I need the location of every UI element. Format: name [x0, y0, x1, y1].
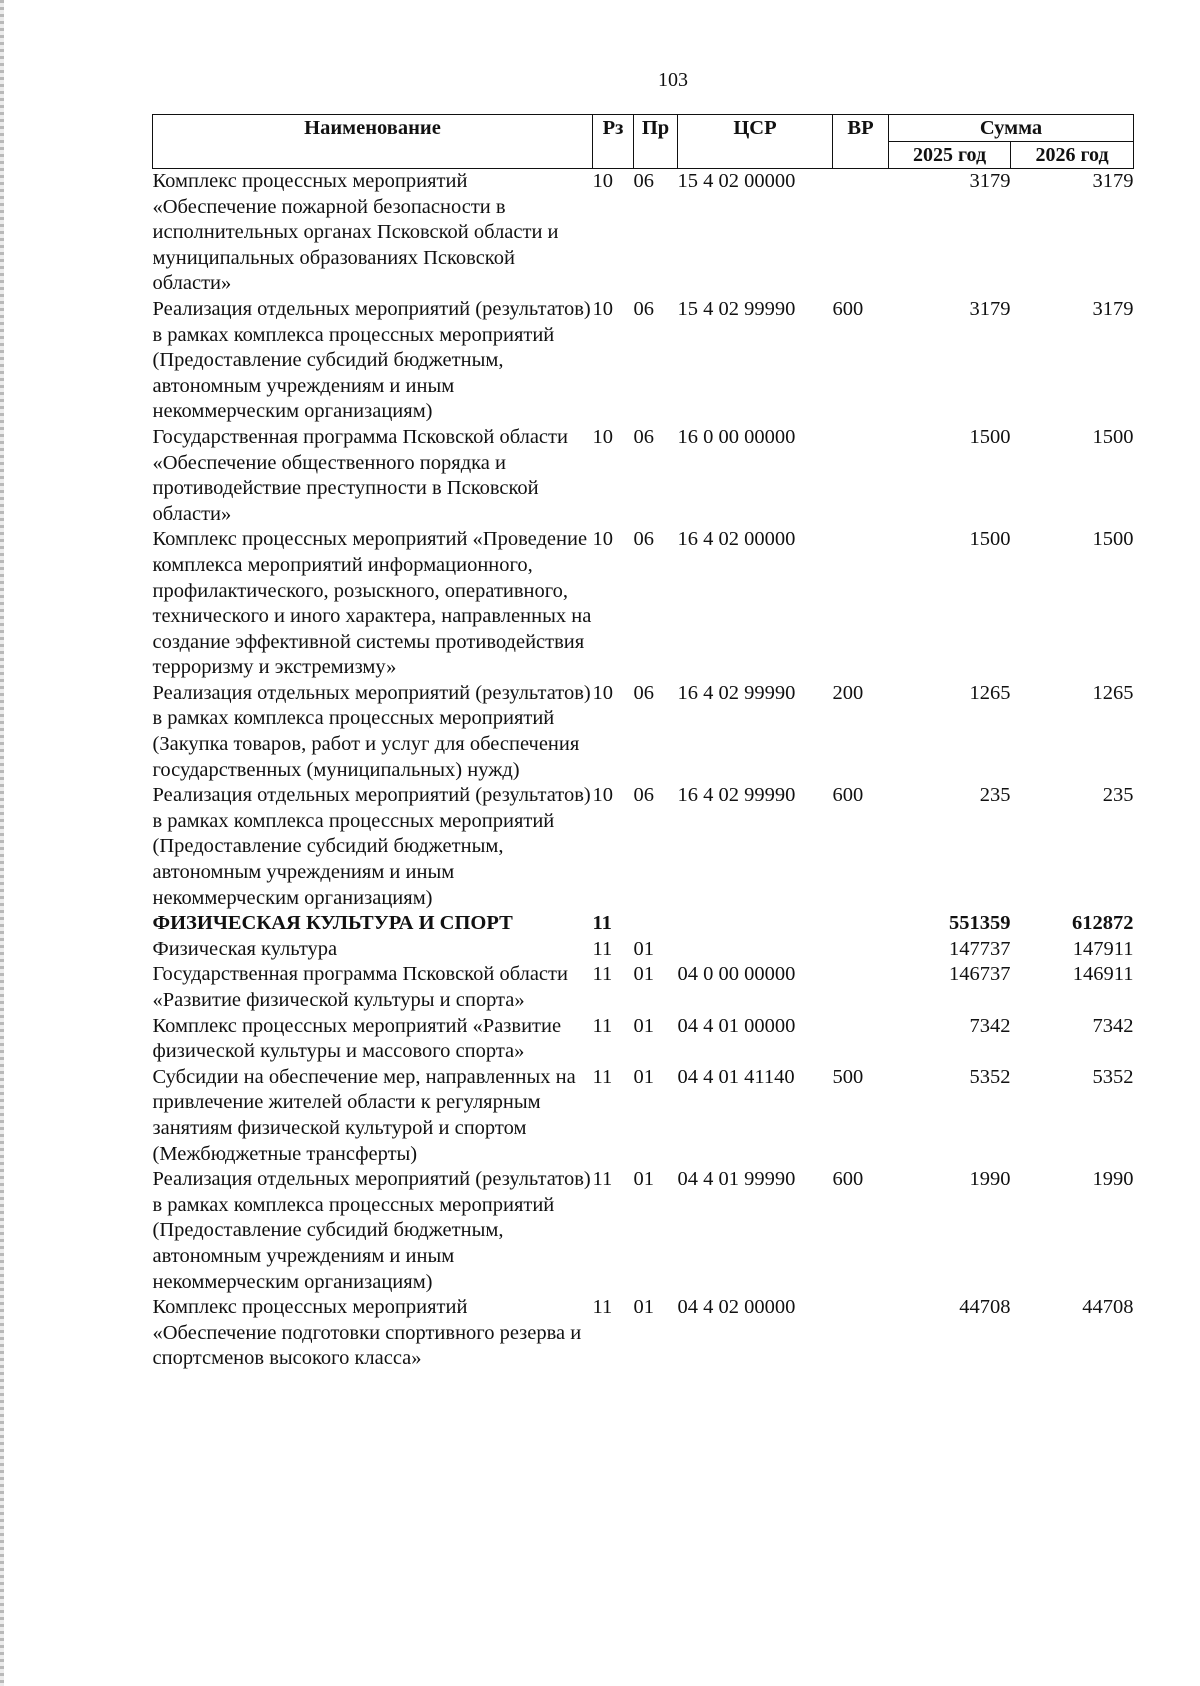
- row-sum-2026: 5352: [1092, 1065, 1134, 1088]
- row-rz: 10: [592, 170, 613, 192]
- row-sum-2026: 3179: [1092, 170, 1134, 192]
- row-name: ФИЗИЧЕСКАЯ КУЛЬТУРА И СПОРТ: [152, 912, 513, 935]
- row-rz: 11: [592, 937, 613, 960]
- row-pr: 06: [633, 425, 654, 448]
- row-csr: 04 4 01 00000: [677, 1014, 796, 1037]
- row-name: Комплекс процессных мероприятий «Развитие физической культуры и массового спорта»: [152, 1014, 562, 1063]
- row-rz: 11: [592, 1296, 613, 1319]
- row-sum-2025: 3179: [969, 170, 1011, 192]
- row-sum-2026: 1500: [1092, 425, 1134, 448]
- header-year-2025: 2025 год: [889, 142, 1011, 169]
- row-sum-2026: 146911: [1072, 963, 1134, 986]
- row-rz: 11: [592, 1065, 613, 1088]
- page-number: 103: [658, 69, 688, 91]
- header-name: Наименование: [153, 115, 593, 169]
- row-sum-2025: 146737: [949, 963, 1011, 986]
- table-row: [153, 1295, 1134, 1372]
- row-rz: 11: [592, 912, 612, 935]
- row-pr: 01: [633, 1014, 654, 1037]
- row-sum-2026: 3179: [1092, 297, 1134, 320]
- row-name: Комплекс процессных мероприятий «Проведение комплекса мероприятий информационного, профилактического, розыскного, оперативного, технического и иного характера, направленных на создание эффективной системы противодействия терроризму и экстремизму»: [152, 528, 592, 679]
- row-sum-2025: 1500: [969, 528, 1011, 551]
- row-sum-2025: 235: [979, 784, 1011, 807]
- table-row: [153, 681, 1134, 783]
- row-sum-2026: 147911: [1072, 937, 1134, 960]
- budget-table: [152, 114, 1134, 1372]
- row-csr: 04 0 00 00000: [677, 963, 796, 986]
- header-csr: ЦСР: [678, 115, 833, 169]
- row-rz: 11: [592, 963, 613, 986]
- row-vr: [833, 1295, 889, 1372]
- row-sum-2026: 1990: [1092, 1168, 1134, 1191]
- table-row: [153, 962, 1134, 1013]
- row-rz: 10: [592, 681, 613, 704]
- row-sum-2025: 5352: [969, 1065, 1011, 1088]
- row-pr: 01: [633, 963, 654, 986]
- row-sum-2026: 1500: [1092, 528, 1134, 551]
- row-rz: 10: [592, 297, 613, 320]
- table-row: [153, 911, 1134, 937]
- row-rz: 11: [592, 1014, 613, 1037]
- row-pr: [634, 911, 678, 937]
- row-sum-2025: 7342: [969, 1014, 1011, 1037]
- row-pr: 01: [633, 937, 654, 960]
- row-sum-2026: 7342: [1092, 1014, 1134, 1037]
- row-csr: 16 4 02 99990: [677, 681, 796, 704]
- row-vr: [833, 911, 889, 937]
- table-row: [153, 937, 1134, 963]
- row-pr: 01: [633, 1296, 654, 1319]
- row-name: Реализация отдельных мероприятий (результатов) в рамках комплекса процессных мероприятий (Предоставление субсидий бюджетным, автономным учреждениям и иным некоммерческим организациям): [152, 1168, 591, 1293]
- table-row: [153, 783, 1134, 911]
- row-name: Государственная программа Псковской области «Развитие физической культуры и спорта»: [152, 963, 568, 1011]
- header-pr: Пр: [634, 115, 678, 169]
- row-csr: [678, 937, 833, 963]
- row-csr: 16 0 00 00000: [677, 425, 796, 448]
- row-pr: 06: [633, 784, 654, 807]
- row-name: Реализация отдельных мероприятий (результатов) в рамках комплекса процессных мероприятий (Предоставление субсидий бюджетным, автономным учреждениям и иным некоммерческим организациям): [152, 297, 591, 423]
- row-name: Комплекс процессных мероприятий «Обеспечение пожарной безопасности в исполнительных органах Псковской области и муниципальных образованиях Псковской области»: [152, 170, 559, 295]
- row-csr: 15 4 02 00000: [677, 170, 796, 192]
- row-csr: 04 4 01 99990: [677, 1168, 796, 1191]
- header-year-2026: 2026 год: [1011, 142, 1134, 169]
- row-vr: 200: [832, 681, 864, 704]
- row-pr: 01: [633, 1168, 654, 1191]
- row-sum-2025: 1500: [969, 425, 1011, 448]
- row-sum-2025: 147737: [949, 937, 1011, 960]
- row-rz: 10: [592, 528, 613, 551]
- row-sum-2025: 551359: [949, 912, 1011, 935]
- row-vr: [833, 425, 889, 527]
- table-row: [153, 1014, 1134, 1065]
- row-name: Реализация отдельных мероприятий (результатов) в рамках комплекса процессных мероприятий (Предоставление субсидий бюджетным, автономным учреждениям и иным некоммерческим организациям): [152, 784, 591, 909]
- row-csr: 15 4 02 99990: [677, 297, 796, 320]
- table-header: [153, 115, 1134, 169]
- row-vr: [833, 527, 889, 681]
- row-vr: [833, 169, 889, 297]
- row-rz: 11: [592, 1168, 613, 1191]
- row-pr: 06: [633, 681, 654, 704]
- row-pr: 01: [633, 1065, 654, 1088]
- row-sum-2026: 44708: [1082, 1296, 1134, 1319]
- row-name: Государственная программа Псковской области «Обеспечение общественного порядка и противодействие преступности в Псковской области»: [152, 425, 568, 525]
- row-pr: 06: [633, 170, 654, 192]
- row-vr: [833, 1014, 889, 1065]
- row-name: Комплекс процессных мероприятий «Обеспечение подготовки спортивного резерва и спортсменов высокого класса»: [152, 1296, 582, 1370]
- row-csr: 16 4 02 00000: [677, 528, 796, 551]
- row-sum-2025: 44708: [959, 1296, 1011, 1319]
- table-row: [153, 527, 1134, 681]
- row-sum-2026: 1265: [1092, 681, 1134, 704]
- row-pr: 06: [633, 528, 654, 551]
- row-sum-2025: 3179: [969, 297, 1011, 320]
- scan-edge: [0, 0, 4, 1686]
- header-rz: Рз: [593, 115, 634, 169]
- row-name: Реализация отдельных мероприятий (результатов) в рамках комплекса процессных мероприятий (Закупка товаров, работ и услуг для обеспечения государственных (муниципальных) нужд): [152, 681, 591, 781]
- row-vr: [833, 937, 889, 963]
- table-row: [153, 1065, 1134, 1167]
- row-sum-2026: 235: [1102, 784, 1134, 807]
- header-vr: ВР: [833, 115, 889, 169]
- table-row: [153, 1167, 1134, 1295]
- row-vr: 600: [832, 297, 864, 320]
- header-sum: Сумма: [889, 115, 1134, 142]
- row-vr: 600: [832, 784, 864, 807]
- row-vr: 500: [832, 1065, 864, 1088]
- table-body: [153, 169, 1134, 1372]
- table-row: [153, 297, 1134, 425]
- row-vr: 600: [832, 1168, 864, 1191]
- row-csr: 04 4 02 00000: [677, 1296, 796, 1319]
- row-sum-2025: 1265: [969, 681, 1011, 704]
- row-rz: 10: [592, 425, 613, 448]
- row-name: Физическая культура: [152, 937, 338, 960]
- table-row: [153, 425, 1134, 527]
- row-csr: 04 4 01 41140: [677, 1065, 795, 1088]
- row-name: Субсидии на обеспечение мер, направленных на привлечение жителей области к регулярным занятиям физической культурой и спортом (Межбюджетные трансферты): [152, 1065, 576, 1165]
- row-csr: [678, 911, 833, 937]
- row-csr: 16 4 02 99990: [677, 784, 796, 807]
- table-row: [153, 169, 1134, 297]
- row-rz: 10: [592, 784, 613, 807]
- row-pr: 06: [633, 297, 654, 320]
- row-vr: [833, 962, 889, 1013]
- row-sum-2025: 1990: [969, 1168, 1011, 1191]
- row-sum-2026: 612872: [1072, 912, 1134, 935]
